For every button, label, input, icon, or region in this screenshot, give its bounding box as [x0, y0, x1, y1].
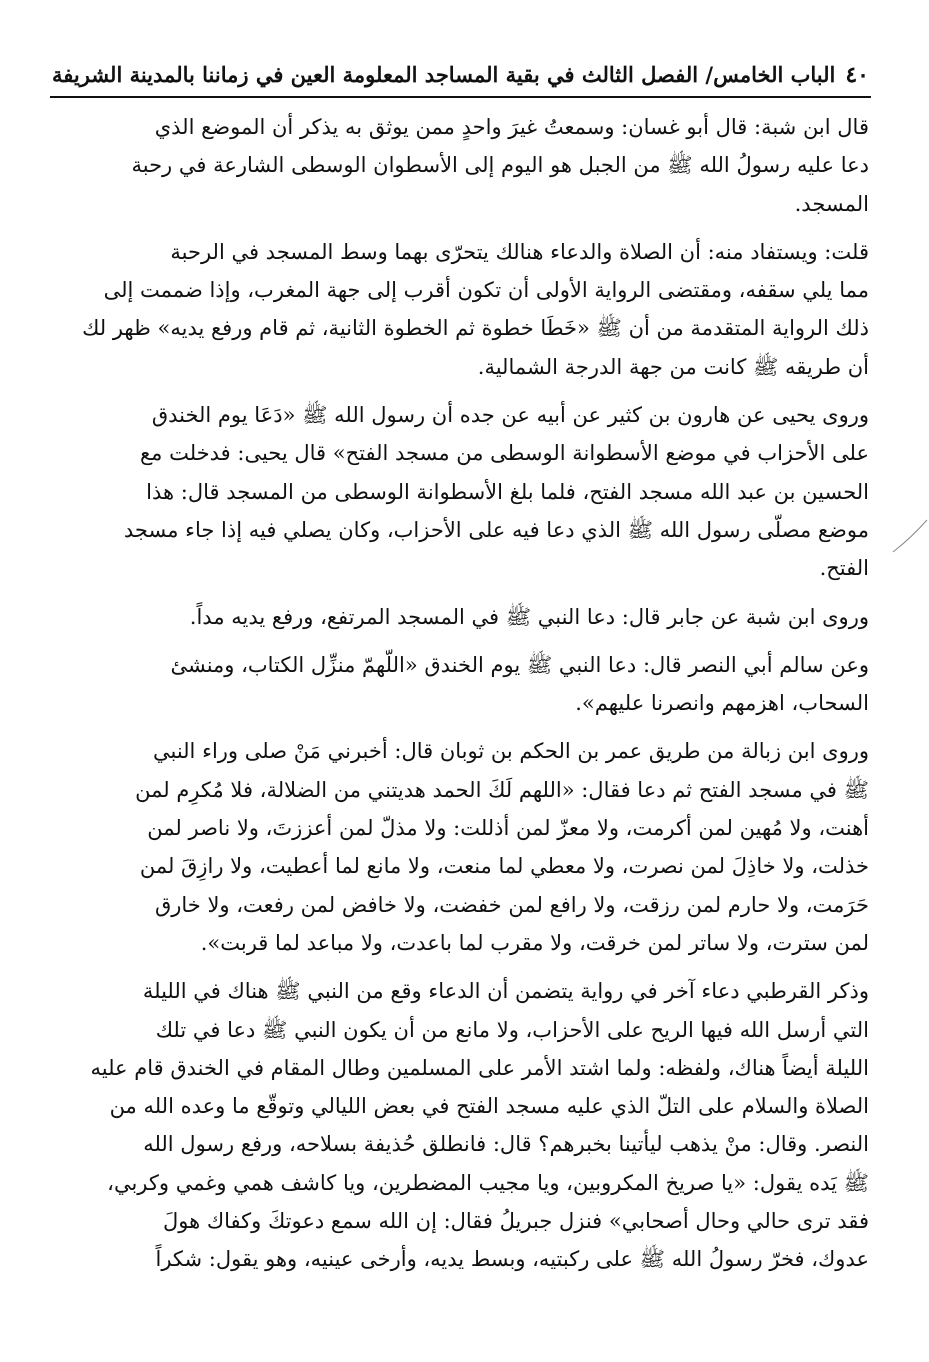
text-line: السحاب، اهزمهم وانصرنا عليهم». — [575, 691, 869, 716]
text-line: لمن سترت، ولا ساتر لمن خرقت، ولا مقرب لما باعدت، ولا مباعد لما قربت». — [200, 930, 869, 955]
text-line: عدوك، فخرّ رسولُ الله ﷺ على ركبتيه، وبسط يديه، وأرخى عينيه، وهو يقول: شكراً — [155, 1247, 869, 1272]
text-line: الحسين بن عبد الله مسجد الفتح، فلما بلغ الأسطوانة الوسطى من المسجد قال: هذا — [146, 479, 869, 504]
text-line: وروى يحيى عن هارون بن كثير عن أبيه عن جده أن رسول الله ﷺ «دَعَا يوم الخندق — [151, 403, 869, 428]
text-line: فقد ترى حالي وحال أصحابي» فنزل جبريلُ فقال: إن الله سمع دعوتكَ وكفاك هولَ — [162, 1209, 869, 1234]
text-line: الفتح. — [819, 556, 869, 581]
running-title: الباب الخامس/ الفصل الثالث في بقية المساجد المعلومة العين في زماننا بالمدينة الشريفة — [52, 62, 836, 87]
page-number: ٤٠ — [845, 62, 869, 88]
paragraph — [52, 598, 869, 636]
paragraph — [52, 732, 869, 962]
paragraph — [52, 108, 869, 223]
text-line: الصلاة والسلام على التلّ الذي عليه مسجد الفتح في بعض الليالي وتوقّع ما وعده الله من — [109, 1094, 869, 1119]
paragraph — [52, 396, 869, 587]
text-line: أن طريقه ﷺ كانت من جهة الدرجة الشمالية. — [477, 354, 869, 379]
text-line: وروى ابن زبالة من طريق عمر بن الحكم بن ثوبان قال: أخبرني مَنْ صلى وراء النبي — [152, 739, 869, 764]
text-line: أهنت، ولا مُهين لمن أكرمت، ولا معزّ لمن أذللت: ولا مذلّ لمن أعززتَ، ولا ناصر لمن — [147, 816, 869, 841]
text-line: دعا عليه رسولُ الله ﷺ من الجبل هو اليوم إلى الأسطوان الوسطى الشارعة في رحبة — [131, 153, 869, 178]
margin-pencil-mark — [889, 500, 929, 560]
text-line: مما يلي سقفه، ومقتضى الرواية الأولى أن تكون أقرب إلى جهة المغرب، وإذا ضممت إلى — [103, 278, 869, 303]
text-line: حَرَمت، ولا حارم لمن رزقت، ولا رافع لمن خفضت، ولا خافض لمن رفعت، ولا خارق — [154, 892, 869, 917]
text-line: النصر. وقال: منْ يذهب ليأتينا بخبرهم؟ قال: فانطلق حُذيفة بسلاحه، ورفع رسول الله — [143, 1132, 869, 1157]
paragraph — [52, 972, 869, 1278]
text-line: موضع مصلّى رسول الله ﷺ الذي دعا فيه على الأحزاب، وكان يصلي فيه إذا جاء مسجد — [123, 517, 869, 542]
text-line: خذلت، ولا خاذِلَ لمن نصرت، ولا معطي لما منعت، ولا مانع لما أعطيت، ولا رازِقَ لمن — [139, 854, 869, 879]
text-line: وروى ابن شبة عن جابر قال: دعا النبي ﷺ في المسجد المرتفع، ورفع يديه مداً. — [189, 604, 869, 629]
text-line: التي أرسل الله فيها الريح على الأحزاب، ولا مانع من أن يكون النبي ﷺ دعا في تلك — [155, 1017, 869, 1042]
text-line: ﷺ يَده يقول: «يا صريخ المكروبين، ويا مجيب المضطرين، ويا كاشف همي وغمي وكربي، — [107, 1170, 869, 1195]
text-line: قلت: ويستفاد منه: أن الصلاة والدعاء هنالك يتحرّى بهما وسط المسجد في الرحبة — [170, 239, 869, 264]
text-line: المسجد. — [794, 191, 869, 216]
text-line: ذلك الرواية المتقدمة من أن ﷺ «خَطَا خطوة ثم الخطوة الثانية، ثم قام ورفع يديه» ظهر لك — [82, 316, 869, 341]
text-line: على الأحزاب في موضع الأسطوانة الوسطى من مسجد الفتح» قال يحيى: فدخلت مع — [140, 441, 869, 466]
page-header — [52, 58, 869, 90]
header-divider — [50, 96, 871, 98]
paragraph — [52, 233, 869, 386]
text-line: ﷺ في مسجد الفتح ثم دعا فقال: «اللهم لَكَ الحمد هديتني من الضلالة، فلا مُكرِم لمن — [135, 777, 869, 802]
text-line: وذكر القرطبي دعاء آخر في رواية يتضمن أن الدعاء وقع من النبي ﷺ هناك في الليلة — [142, 979, 869, 1004]
paragraph — [52, 646, 869, 723]
text-line: وعن سالم أبي النصر قال: دعا النبي ﷺ يوم الخندق «اللّهمّ منزِّل الكتاب، ومنشئ — [170, 652, 869, 677]
text-line: الليلة أيضاً هناك، ولفظه: ولما اشتد الأمر على المسلمين وطال المقام في الخندق قام عليه — [90, 1055, 869, 1080]
text-line: قال ابن شبة: قال أبو غسان: وسمعتُ غيرَ واحدٍ ممن يوثق به يذكر أن الموضع الذي — [154, 115, 869, 139]
body-text — [52, 108, 869, 1289]
